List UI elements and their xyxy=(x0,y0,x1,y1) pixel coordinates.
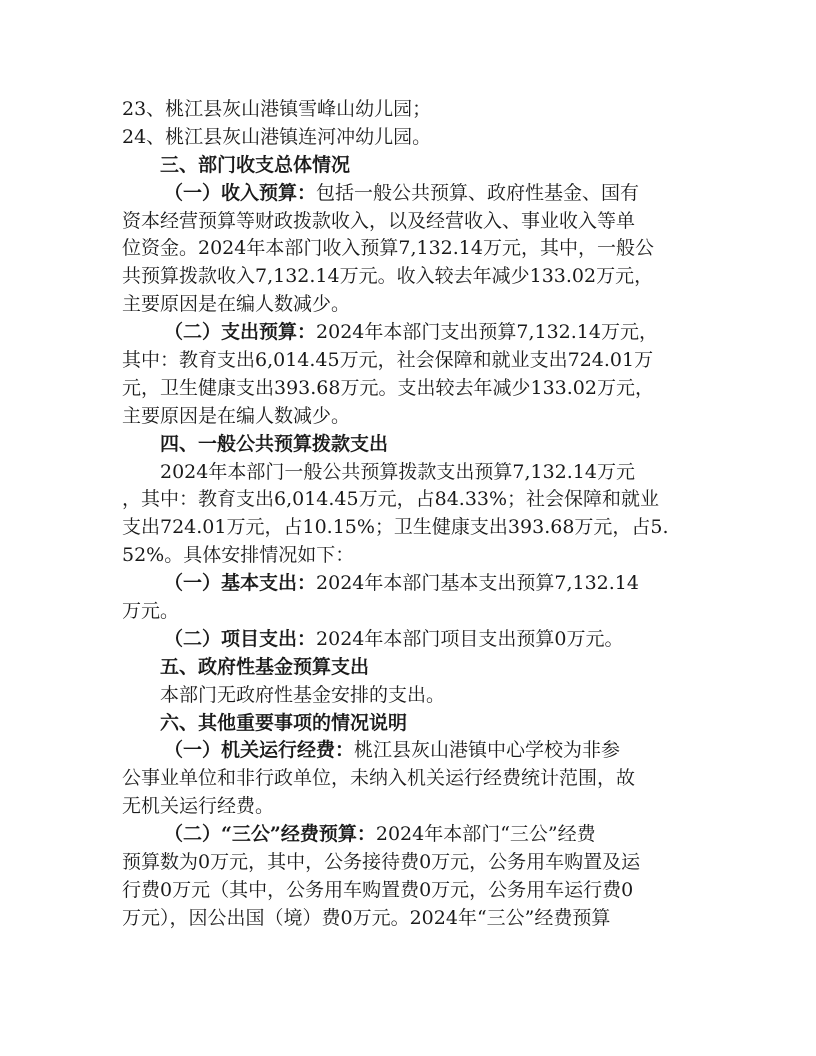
text-line xyxy=(122,514,702,542)
text-line xyxy=(122,124,702,152)
bold-label: （一）机关运行经费： xyxy=(164,739,355,762)
text-run: 其中：教育支出6,014.45万元，社会保障和就业支出724.01万 xyxy=(122,349,654,372)
text-line xyxy=(122,849,702,877)
text-line xyxy=(122,793,702,821)
text-run: 资本经营预算等财政拨款收入，以及经营收入、事业收入等单 xyxy=(122,209,636,232)
text-run: 共预算拨款收入7,132.14万元。收入较去年减少133.02万元， xyxy=(122,265,654,288)
text-line xyxy=(122,459,702,487)
text-run: 2024年本部门一般公共预算拨款支出预算7,132.14万元 xyxy=(160,460,635,483)
text-line xyxy=(122,710,702,738)
bold-label: 三、部门收支总体情况 xyxy=(160,153,351,176)
text-line xyxy=(122,737,702,765)
bold-label: 六、其他重要事项的情况说明 xyxy=(160,711,408,734)
text-run: 预算数为0万元，其中，公务接待费0万元，公务用车购置及运 xyxy=(122,851,641,874)
text-line xyxy=(122,765,702,793)
text-line xyxy=(122,319,702,347)
text-run: 支出724.01万元，占10.15%；卫生健康支出393.68万元，占5. xyxy=(122,516,669,539)
text-line xyxy=(122,375,702,403)
text-line xyxy=(122,96,702,124)
text-run: 万元），因公出国（境）费0万元。2024年“三公”经费预算 xyxy=(122,906,611,929)
text-line xyxy=(122,682,702,710)
text-run: 本部门无政府性基金安排的支出。 xyxy=(160,683,446,706)
text-run: 元，卫生健康支出393.68万元。支出较去年减少133.02万元， xyxy=(122,376,654,399)
document-body xyxy=(122,96,702,933)
text-line xyxy=(122,403,702,431)
text-run: 2024年本部门“三公”经费 xyxy=(375,823,596,846)
bold-label: （二）支出预算： xyxy=(164,321,317,344)
text-run: 位资金。2024年本部门收入预算7,132.14万元，其中，一般公 xyxy=(122,237,654,260)
text-line xyxy=(122,821,702,849)
text-line xyxy=(122,263,702,291)
text-run: 主要原因是在编人数减少。 xyxy=(122,404,351,427)
text-run: ，其中：教育支出6,014.45万元，占84.33%；社会保障和就业 xyxy=(122,488,660,511)
text-line xyxy=(122,877,702,905)
text-line xyxy=(122,152,702,180)
text-line xyxy=(122,626,702,654)
text-line xyxy=(122,905,702,933)
bold-label: （二）“三公”经费预算： xyxy=(164,823,376,846)
text-line xyxy=(122,654,702,682)
text-run: 52%。具体安排情况如下： xyxy=(122,544,355,567)
bold-label: （一）基本支出： xyxy=(164,572,317,595)
bold-label: 四、一般公共预算拨款支出 xyxy=(160,432,389,455)
text-run: 桃江县灰山港镇中心学校为非参 xyxy=(354,739,621,762)
text-run: 公事业单位和非行政单位，未纳入机关运行经费统计范围，故 xyxy=(122,767,636,790)
text-run: 无机关运行经费。 xyxy=(122,795,275,818)
bold-label: 五、政府性基金预算支出 xyxy=(160,655,370,678)
text-run: 包括一般公共预算、政府性基金、国有 xyxy=(316,181,640,204)
text-run: 2024年本部门支出预算7,132.14万元， xyxy=(316,321,658,344)
text-line xyxy=(122,431,702,459)
text-line xyxy=(122,291,702,319)
text-line xyxy=(122,235,702,263)
text-run: 万元。 xyxy=(122,600,180,623)
bold-label: （一）收入预算： xyxy=(164,181,317,204)
text-line xyxy=(122,486,702,514)
bold-label: （二）项目支出： xyxy=(164,627,317,650)
text-line xyxy=(122,180,702,208)
text-run: 主要原因是在编人数减少。 xyxy=(122,293,351,316)
text-run: 23、桃江县灰山港镇雪峰山幼儿园； xyxy=(122,98,432,120)
text-run: 行费0万元（其中，公务用车购置费0万元，公务用车运行费0 xyxy=(122,878,634,901)
text-line xyxy=(122,570,702,598)
text-run: 2024年本部门项目支出预算0万元。 xyxy=(316,627,624,650)
text-line xyxy=(122,542,702,570)
text-run: 2024年本部门基本支出预算7,132.14 xyxy=(316,572,639,595)
text-run: 24、桃江县灰山港镇连河冲幼儿园。 xyxy=(122,125,432,148)
text-line xyxy=(122,347,702,375)
text-line xyxy=(122,208,702,236)
text-line xyxy=(122,598,702,626)
